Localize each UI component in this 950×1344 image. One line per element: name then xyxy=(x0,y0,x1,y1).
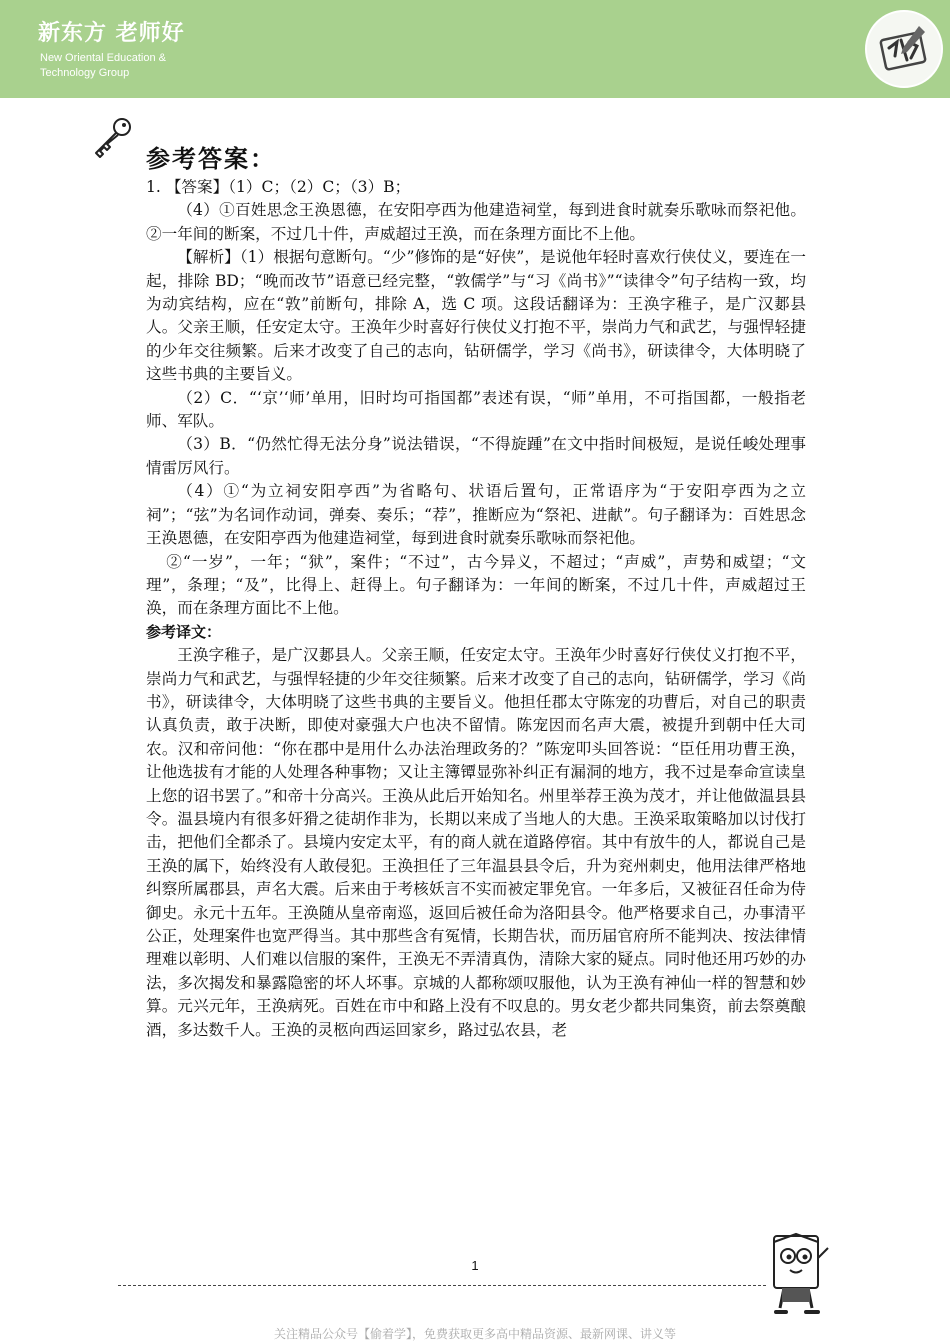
analysis-part1: 【解析】（1）根据句意断句。“少”修饰的是“好侠”，是说他年轻时喜欢行侠仗义，要连在一起，排除 BD；“晚而改节”语意已经完整，“敦儒学”与“习《尚书》”“读律令”句子结构一致，均为动宾结构，应在“敦”前断句，排除 A，选 C 项。这段话翻译为：王涣字稚子，是广汉郪县人。父亲王顺，任安定太守。王涣年少时喜好行侠仗义打抱不平，崇尚力气和武艺，与强悍轻捷的少年交往频繁。后来才改变了自己的志向，钻研儒学，学习《尚书》，研读律令，大体明晓了这些书典的主要旨义。 xyxy=(146,248,806,384)
analysis-part4b: ②“一岁”，一年；“狱”，案件；“不过”，古今异义，不超过；“声威”，声势和威望；“文理”，条理；“及”，比得上、赶得上。句子翻译为：一年间的断案，不过几十件，声威超过王涣，而在条理方面比不上他。 xyxy=(146,552,806,618)
answer-q1-part4: （4）①百姓思念王涣恩德，在安阳亭西为他建造祠堂，每到进食时就奏乐歌咏而祭祀他。②一年间的断案，不过几十件，声威超过王涣，而在条理方面比不上他。 xyxy=(146,201,806,243)
analysis-part4a: （4）①“为立祠安阳亭西”为省略句、状语后置句，正常语序为“于安阳亭西为之立祠”；“弦”为名词作动词，弹奏、奏乐；“荐”，推断应为“祭祀、进献”。句子翻译为：百姓思念王涣恩德，在安阳亭西为他建造祠堂，每到进食时就奏乐歌咏而祭祀他。 xyxy=(146,482,806,548)
translation-heading: 参考译文： xyxy=(146,622,222,641)
page-number: 1 xyxy=(471,1258,479,1273)
analysis-part2: （2）C．“‘京’‘师’单用，旧时均可指国都”表述有误，“师”单用，不可指国都，一般指老师、军队。 xyxy=(146,388,806,431)
mascot-icon xyxy=(768,1228,832,1328)
translation-body: 王涣字稚子，是广汉郪县人。父亲王顺，任安定太守。王涣年少时喜好行侠仗义打抱不平，崇尚力气和武艺，与强悍轻捷的少年交往频繁。后来才改变了自己的志向，钻研儒学，学习《尚书》，研读律令，大体明晓了这些书典的主要旨义。他担任郡太守陈宠的功曹后，对自己的职责认真负责，敢于决断，即使对豪强大户也决不留情。陈宠因而名声大震，被提升到朝中任大司农。汉和帝问他：“你在郡中是用什么办法治理政务的？”陈宠叩头回答说：“臣任用功曹王涣，让他选拔有才能的人处理各种事物；又让主簿镡显弥补纠正有漏洞的地方，我不过是奉命宣读皇上您的诏书罢了。”和帝十分高兴。王涣从此后开始知名。州里举荐王涣为茂才，并让他做温县县令。温县境内有很多奸猾之徒胡作非为，长期以来成了当地人的大患。王涣采取策略加以讨伐打击，把他们全都杀了。县境内安定太平，有的商人就在道路停宿。其中有放牛的人，都说自己是王涣的属下，始终没有人敢侵犯。王涣担任了三年温县县令后，升为兖州刺史，他用法律严格地纠察所属郡县，声名大震。后来由于考核妖言不实而被定罪免官。一年多后，又被征召任命为侍御史。永元十五年。王涣随从皇帝南巡，返回后被任命为洛阳县令。他严格要求自己，办事清平公正，处理案件也宽严得当。其中那些含有冤情，长期告状，而历届官府所不能判决、按法律情理难以彰明、人们难以信服的案件，王涣无不弄清真伪，清除大家的疑点。同时他还用巧妙的办法，多次揭发和暴露隐密的坏人坏事。京城的人都称颂叹服他，认为王涣有神仙一样的智慧和妙算。元兴元年，王涣病死。百姓在市中和路上没有不叹息的。男女老少都共同集资，前去祭奠酿酒，多达数千人。王涣的灵柩向西运回家乡，路过弘农县，老 xyxy=(146,646,806,1039)
analysis-part3: （3）B．“仍然忙得无法分身”说法错误，“不得旋踵”在文中指时间极短，是说任峻处理事情雷厉风行。 xyxy=(146,435,806,477)
answer-content xyxy=(146,176,806,1042)
brand-name-en xyxy=(40,51,280,81)
footer-note: 关注精品公众号【偷着学】，免费获取更多高中精品资源、最新网课、讲义等 xyxy=(273,1327,676,1341)
key-icon xyxy=(90,115,136,161)
header-banner xyxy=(0,0,950,98)
footer-divider xyxy=(118,1285,766,1286)
brand-en-line-2: Technology Group xyxy=(40,67,130,79)
answer-q1-line: 1. 【答案】（1）C；（2）C；（3）B； xyxy=(146,178,411,196)
brand-logo-icon xyxy=(867,12,941,86)
brand-logo xyxy=(865,10,943,88)
brand-name-cn: 新东方 老师好 xyxy=(38,21,185,46)
page-title: 参考答案： xyxy=(146,145,276,173)
brand-en-line-1: New Oriental Education & xyxy=(40,52,166,64)
